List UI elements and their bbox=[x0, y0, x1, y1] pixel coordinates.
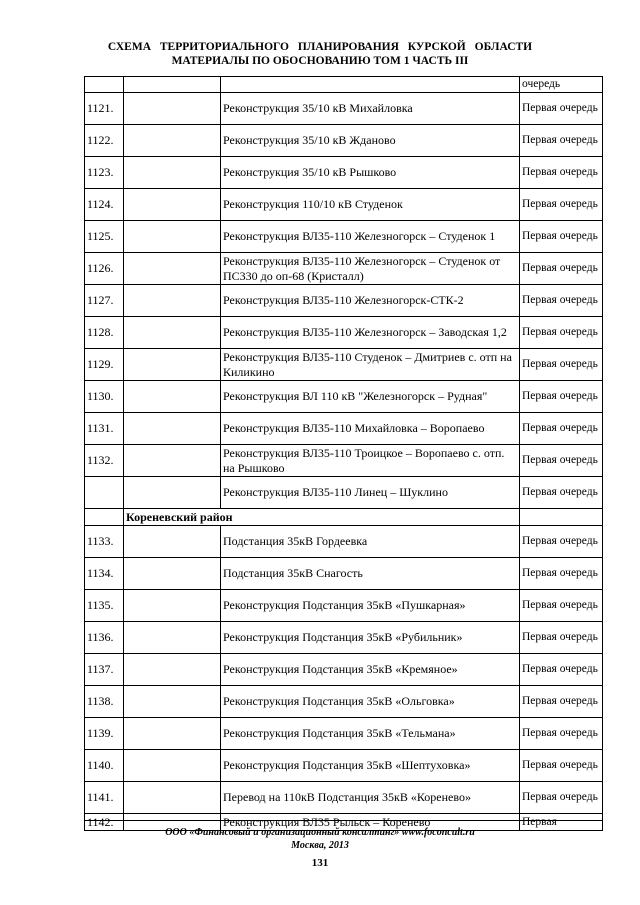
row-stage: Первая очередь bbox=[520, 477, 603, 509]
row-stage: Первая очередь bbox=[520, 445, 603, 477]
row-stage: Первая очередь bbox=[520, 125, 603, 157]
row-number: 1139. bbox=[85, 718, 124, 750]
row-number: 1136. bbox=[85, 622, 124, 654]
row-name: Реконструкция ВЛ35-110 Троицкое – Воропаево с. отп. на Рышково bbox=[221, 445, 520, 477]
row-empty-cell bbox=[124, 782, 221, 814]
row-number: 1133. bbox=[85, 526, 124, 558]
table-row bbox=[85, 77, 603, 93]
row-empty-cell bbox=[124, 654, 221, 686]
header-title: СХЕМА ТЕРРИТОРИАЛЬНОГО ПЛАНИРОВАНИЯ КУРСКОЙ ОБЛАСТИ bbox=[107, 41, 533, 53]
row-stage: Первая очередь bbox=[520, 157, 603, 189]
row-name: Подстанция 35кВ Снагость bbox=[221, 558, 520, 590]
row-name: Реконструкция ВЛ35-110 Железногорск – Студенок от ПС330 до оп-68 (Кристалл) bbox=[221, 253, 520, 285]
row-empty-cell bbox=[124, 157, 221, 189]
row-name: Реконструкция Подстанция 35кВ «Тельмана» bbox=[221, 718, 520, 750]
row-name: Перевод на 110кВ Подстанция 35кВ «Коренево» bbox=[221, 782, 520, 814]
row-stage: Первая очередь bbox=[520, 782, 603, 814]
row-name: Реконструкция Подстанция 35кВ «Пушкарная» bbox=[221, 590, 520, 622]
table-row bbox=[85, 93, 603, 125]
row-stage: Первая bbox=[520, 814, 603, 831]
row-number: 1126. bbox=[85, 253, 124, 285]
row-number bbox=[85, 77, 124, 93]
row-empty-cell bbox=[124, 125, 221, 157]
table-row bbox=[85, 750, 603, 782]
footer-city-year: Москва, 2013 bbox=[291, 840, 349, 851]
row-number: 1128. bbox=[85, 317, 124, 349]
row-name: Реконструкция Подстанция 35кВ «Шептуховка» bbox=[221, 750, 520, 782]
row-name: Подстанция 35кВ Гордеевка bbox=[221, 526, 520, 558]
section-title: Кореневский район bbox=[124, 509, 520, 526]
row-name: Реконструкция ВЛ35-110 Михайловка – Воропаево bbox=[221, 413, 520, 445]
row-empty-cell bbox=[124, 622, 221, 654]
row-name: Реконструкция ВЛ35-110 Железногорск-СТК-2 bbox=[221, 285, 520, 317]
row-empty-cell bbox=[124, 253, 221, 285]
page-header bbox=[0, 40, 640, 68]
row-number: 1138. bbox=[85, 686, 124, 718]
row-empty-cell bbox=[124, 718, 221, 750]
row-name: Реконструкция ВЛ35-110 Железногорск – Заводская 1,2 bbox=[221, 317, 520, 349]
table-row bbox=[85, 718, 603, 750]
table-row bbox=[85, 686, 603, 718]
row-number: 1123. bbox=[85, 157, 124, 189]
table-row bbox=[85, 349, 603, 381]
row-number: 1142. bbox=[85, 814, 124, 831]
row-name: Реконструкция ВЛ35 Рыльск – Коренево bbox=[221, 814, 520, 831]
row-number: 1127. bbox=[85, 285, 124, 317]
section-stage-cell bbox=[520, 509, 603, 526]
page-number: 131 bbox=[311, 857, 329, 869]
table-row bbox=[85, 381, 603, 413]
row-stage: Первая очередь bbox=[520, 718, 603, 750]
footer-company: ООО «Финансовый и организационный консалтинг» www.foconcult.ru bbox=[165, 827, 475, 838]
table-row bbox=[85, 157, 603, 189]
row-number: 1129. bbox=[85, 349, 124, 381]
row-number: 1131. bbox=[85, 413, 124, 445]
row-empty-cell bbox=[124, 93, 221, 125]
row-stage: Первая очередь bbox=[520, 381, 603, 413]
row-empty-cell bbox=[124, 750, 221, 782]
table-row bbox=[85, 526, 603, 558]
row-empty-cell bbox=[124, 317, 221, 349]
row-empty-cell bbox=[124, 381, 221, 413]
table-row bbox=[85, 413, 603, 445]
row-name: Реконструкция 35/10 кВ Рышково bbox=[221, 157, 520, 189]
row-stage: Первая очередь bbox=[520, 413, 603, 445]
rows-group-b bbox=[85, 526, 603, 814]
row-number: 1132. bbox=[85, 445, 124, 477]
row-name: Реконструкция Подстанция 35кВ «Ольговка» bbox=[221, 686, 520, 718]
row-empty-cell bbox=[124, 686, 221, 718]
header-subtitle: МАТЕРИАЛЫ ПО ОБОСНОВАНИЮ ТОМ 1 ЧАСТЬ III bbox=[171, 55, 469, 67]
row-name: Реконструкция ВЛ35-110 Железногорск – Студенок 1 bbox=[221, 221, 520, 253]
table-row bbox=[85, 782, 603, 814]
page-footer bbox=[0, 826, 640, 852]
row-number: 1141. bbox=[85, 782, 124, 814]
row-name: Реконструкция ВЛ35-110 Линец – Шуклино bbox=[221, 477, 520, 509]
row-stage: Первая очередь bbox=[520, 622, 603, 654]
row-empty-cell bbox=[124, 77, 221, 93]
row-number: 1137. bbox=[85, 654, 124, 686]
row-name: Реконструкция Подстанция 35кВ «Рубильник» bbox=[221, 622, 520, 654]
row-number bbox=[85, 477, 124, 509]
row-stage: Первая очередь bbox=[520, 221, 603, 253]
section-row bbox=[85, 509, 603, 526]
rows-group-a bbox=[85, 93, 603, 509]
row-empty-cell bbox=[124, 189, 221, 221]
row-empty-cell bbox=[124, 590, 221, 622]
table-row bbox=[85, 317, 603, 349]
table-row bbox=[85, 622, 603, 654]
table-row bbox=[85, 125, 603, 157]
table-row bbox=[85, 221, 603, 253]
table-row bbox=[85, 558, 603, 590]
row-number: 1125. bbox=[85, 221, 124, 253]
table-row bbox=[85, 189, 603, 221]
table-row bbox=[85, 590, 603, 622]
row-name: Реконструкция 35/10 кВ Михайловка bbox=[221, 93, 520, 125]
row-empty-cell bbox=[124, 285, 221, 317]
row-number: 1121. bbox=[85, 93, 124, 125]
row-number: 1140. bbox=[85, 750, 124, 782]
row-name bbox=[221, 77, 520, 93]
row-stage: Первая очередь bbox=[520, 349, 603, 381]
row-empty-cell bbox=[124, 526, 221, 558]
row-stage: Первая очередь bbox=[520, 317, 603, 349]
table-row bbox=[85, 477, 603, 509]
row-stage: Первая очередь bbox=[520, 686, 603, 718]
row-name: Реконструкция ВЛ35-110 Студенок – Дмитриев с. отп на Киликино bbox=[221, 349, 520, 381]
row-stage: Первая очередь bbox=[520, 654, 603, 686]
row-stage: Первая очередь bbox=[520, 590, 603, 622]
row-number: 1124. bbox=[85, 189, 124, 221]
row-name: Реконструкция 110/10 кВ Студенок bbox=[221, 189, 520, 221]
table-row bbox=[85, 253, 603, 285]
row-name: Реконструкция Подстанция 35кВ «Кремяное» bbox=[221, 654, 520, 686]
row-stage: Первая очередь bbox=[520, 93, 603, 125]
row-number: 1135. bbox=[85, 590, 124, 622]
row-empty-cell bbox=[124, 349, 221, 381]
row-empty-cell bbox=[124, 477, 221, 509]
row-name: Реконструкция ВЛ 110 кВ "Железногорск – Рудная" bbox=[221, 381, 520, 413]
row-stage: Первая очередь bbox=[520, 285, 603, 317]
row-stage: Первая очередь bbox=[520, 189, 603, 221]
row-empty-cell bbox=[124, 445, 221, 477]
row-name: Реконструкция 35/10 кВ Жданово bbox=[221, 125, 520, 157]
row-empty-cell bbox=[124, 221, 221, 253]
row-stage: очередь bbox=[520, 77, 603, 93]
projects-table bbox=[84, 76, 603, 831]
row-stage: Первая очередь bbox=[520, 253, 603, 285]
row-stage: Первая очередь bbox=[520, 558, 603, 590]
row-stage: Первая очередь bbox=[520, 526, 603, 558]
row-number: 1122. bbox=[85, 125, 124, 157]
table-row bbox=[85, 285, 603, 317]
table-row bbox=[85, 445, 603, 477]
row-empty-cell bbox=[124, 413, 221, 445]
row-stage: Первая очередь bbox=[520, 750, 603, 782]
footer-divider bbox=[84, 820, 602, 821]
section-number-cell bbox=[85, 509, 124, 526]
row-empty-cell bbox=[124, 558, 221, 590]
row-number: 1130. bbox=[85, 381, 124, 413]
table-row bbox=[85, 654, 603, 686]
row-number: 1134. bbox=[85, 558, 124, 590]
